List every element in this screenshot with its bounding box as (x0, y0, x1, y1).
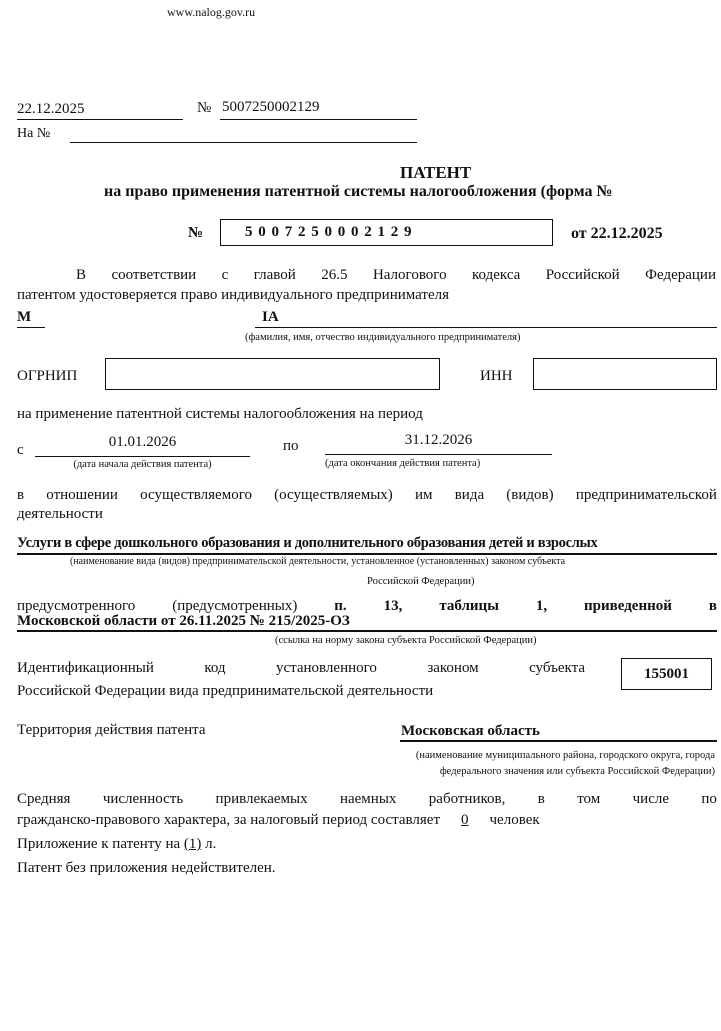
patent-number-label: № (188, 225, 204, 241)
territory-underline (400, 740, 717, 742)
law-caption: (ссылка на норму закона субъекта Российской Федерации) (275, 635, 537, 646)
activity-code-box (621, 658, 712, 690)
word: (предусмотренных) (172, 598, 298, 614)
activity-caption-1: (наименование вида (видов) предпринимательской деятельности, установленное (установленных) законом субъекта (70, 556, 566, 567)
intro-line-1 (76, 268, 716, 283)
word: Федерации (645, 267, 716, 283)
activity-code: 155001 (644, 666, 689, 682)
word: код (204, 660, 226, 676)
word: осуществляемого (140, 487, 252, 503)
entrepreneur-name-start: М (17, 309, 32, 325)
ogrnip-field (105, 358, 440, 390)
website-url: www.nalog.gov.ru (167, 5, 256, 19)
page-title: ПАТЕНТ (400, 163, 472, 182)
activity-line-2: деятельности (17, 506, 103, 522)
activity-underline (17, 553, 717, 555)
appendix-count: (1) (183, 836, 202, 852)
word: в (708, 598, 717, 614)
page-subtitle: на право применения патентной системы налогообложения (форма № (104, 183, 613, 200)
law-line-1 (17, 599, 717, 614)
word: приведенной (584, 598, 672, 614)
patent-number-box (220, 219, 553, 246)
name-underline (255, 327, 717, 328)
to-caption: (дата окончания действия патента) (325, 458, 481, 469)
reply-label: На № (17, 126, 51, 141)
word: п. (334, 598, 347, 614)
from-caption: (дата начала действия патента) (73, 459, 212, 470)
word: (видов) (506, 487, 554, 503)
patent-date: от 22.12.2025 (571, 225, 663, 242)
to-underline (325, 454, 552, 455)
territory-caption-1: (наименование муниципального района, городского округа, города (415, 750, 715, 761)
employees-unit: человек (489, 812, 540, 828)
patent-number: 5 0 0 7 2 5 0 0 0 2 1 2 9 (245, 224, 413, 240)
word: в (537, 791, 545, 807)
appendix-text: Приложение к патенту на (17, 836, 181, 852)
law-underline (17, 630, 717, 632)
to-label: по (283, 438, 299, 454)
date-underline (17, 119, 183, 120)
word: Налогового (372, 267, 447, 283)
number-label: № (197, 100, 212, 116)
word: численность (102, 791, 184, 807)
word: Средняя (17, 791, 71, 807)
employees-line-2 (17, 813, 540, 828)
word: кодекса (472, 267, 521, 283)
territory-value: Московская область (401, 723, 540, 739)
word: 13, (383, 598, 403, 614)
word: предпринимательской (575, 487, 717, 503)
word: соответствии (111, 267, 197, 283)
activity-name: Услуги в сфере дошкольного образования и дополнительного образования детей и взрослых (17, 535, 598, 551)
code-line-1 (17, 661, 585, 676)
employees-text: гражданско-правового характера, за налоговый период составляет (17, 812, 441, 828)
from-underline (35, 456, 250, 457)
period-end-date: 31.12.2026 (404, 432, 473, 448)
appendix-note: Патент без приложения недействителен. (17, 860, 276, 876)
word: в (17, 487, 25, 503)
period-start-date: 01.01.2026 (108, 434, 177, 450)
letter-number: 5007250002129 (222, 99, 320, 115)
word: работников, (428, 791, 506, 807)
letter-date: 22.12.2025 (17, 101, 85, 117)
word: числе (632, 791, 670, 807)
activity-caption-2: Российской Федерации) (367, 576, 475, 587)
word: субъекта (529, 660, 585, 676)
word: по (701, 791, 717, 807)
code-line-2: Российской Федерации вида предпринимательской деятельности (17, 683, 434, 699)
word: 1, (535, 598, 548, 614)
intro-line-2: патентом удостоверяется право индивидуального предпринимателя (17, 287, 450, 303)
inn-label: ИНН (480, 368, 513, 384)
reply-underline (70, 142, 417, 143)
employees-line-1 (17, 792, 717, 807)
word: установленного (275, 660, 377, 676)
activity-line-1 (17, 488, 717, 503)
period-intro: на применение патентной системы налогообложения на период (17, 406, 423, 422)
ogrnip-label: ОГРНИП (17, 368, 78, 384)
word: Российской (545, 267, 620, 283)
word: с (221, 267, 229, 283)
number-underline (220, 119, 417, 120)
from-label: с (17, 442, 24, 458)
appendix-unit: л. (205, 836, 217, 852)
word: вида (454, 487, 485, 503)
appendix-line (17, 837, 216, 852)
word: отношении (46, 487, 118, 503)
word: наемных (339, 791, 397, 807)
word: том (577, 791, 601, 807)
territory-label: Территория действия патента (17, 722, 206, 738)
word: 26.5 (321, 267, 348, 283)
word: привлекаемых (215, 791, 308, 807)
territory-caption-2: федерального значения или субъекта Российской Федерации) (439, 766, 715, 777)
word: (осуществляемых) (274, 487, 393, 503)
law-reference: Московской области от 26.11.2025 № 215/2025-ОЗ (17, 613, 350, 629)
entrepreneur-name-end: ІА (262, 309, 279, 325)
employees-count: 0 (461, 812, 469, 828)
inn-field (533, 358, 717, 390)
name-underline-start (17, 327, 45, 328)
word: предусмотренного (17, 598, 136, 614)
word: им (414, 487, 433, 503)
word: Идентификационный (17, 660, 154, 676)
word: главой (253, 267, 296, 283)
name-caption: (фамилия, имя, отчество индивидуального предпринимателя) (245, 332, 521, 343)
word: таблицы (439, 598, 499, 614)
word: законом (427, 660, 479, 676)
word: В (76, 267, 87, 283)
